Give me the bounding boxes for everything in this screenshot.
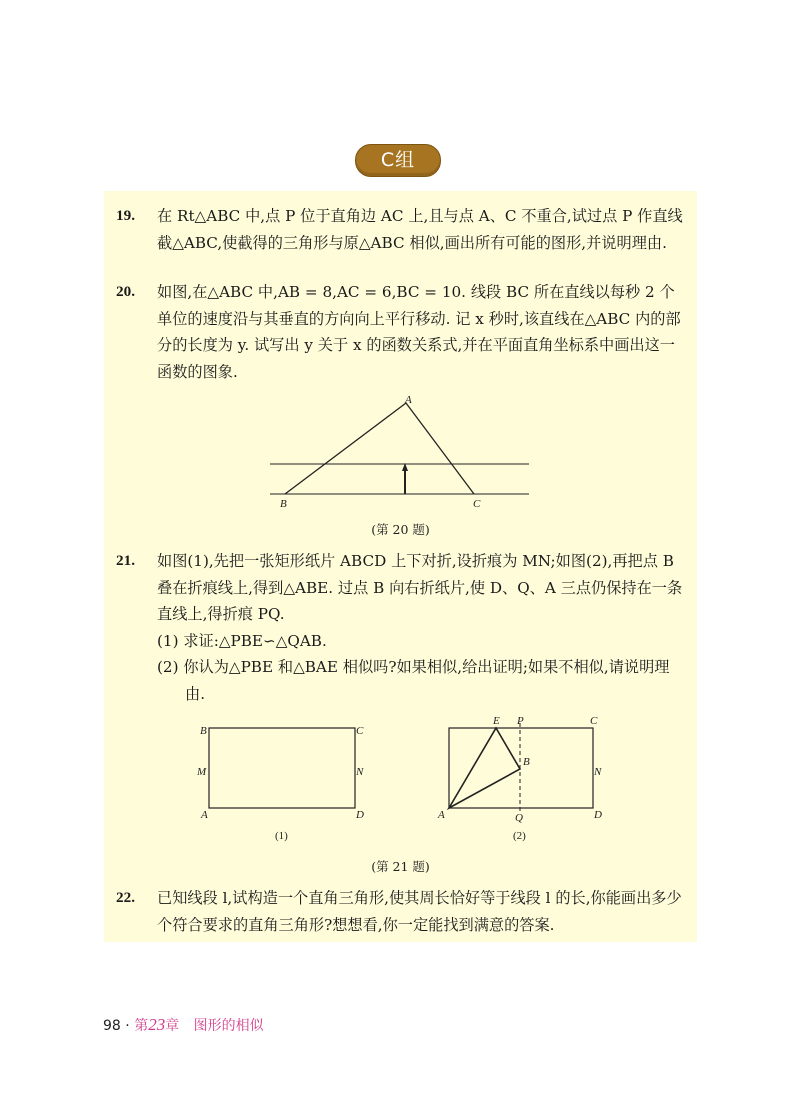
question-part-1: (1) 求证:△PBE∽△QAB. (157, 631, 327, 650)
question-22 (116, 885, 688, 938)
figure-label-1: (1) (275, 830, 288, 842)
label-a: A (201, 809, 208, 821)
label-m: M (197, 766, 207, 778)
footer-separator: · (125, 1018, 130, 1034)
figure-21-caption: (第 21 题) (371, 859, 430, 874)
chapter-number: 23 (148, 1015, 166, 1034)
vertex-label-c: C (473, 498, 481, 510)
question-part-2: (2) 你认为△PBE 和△BAE 相似吗?如果相似,给出证明;如果不相似,请说明理由. (157, 658, 670, 703)
page-number: 98 (103, 1018, 121, 1034)
label-d: D (356, 809, 364, 821)
question-number: 19. (116, 207, 135, 224)
label-n: N (356, 766, 364, 778)
rectangle-abcd (209, 728, 355, 808)
vertex-label-b: B (280, 498, 287, 510)
label-p: P (517, 715, 524, 727)
page-footer (103, 1015, 264, 1035)
chapter-suffix: 章 (165, 1018, 180, 1034)
chapter-prefix: 第 (134, 1018, 149, 1034)
label-c: C (356, 725, 364, 737)
question-text: 如图(1),先把一张矩形纸片 ABCD 上下对折,设折痕为 MN;如图(2),再把点 B 叠在折痕线上,得到△ABE. 过点 B 向右折纸片,使 D、Q、A 三点仍保持在一条直线上,得折痕 PQ. (157, 552, 683, 623)
question-text: 已知线段 l,试构造一个直角三角形,使其周长恰好等于线段 l 的长,你能画出多少个符合要求的直角三角形?想想看,你一定能找到满意的答案. (157, 889, 682, 934)
question-number: 20. (116, 283, 135, 300)
exercise-panel (104, 191, 697, 942)
question-number: 21. (116, 552, 135, 569)
group-badge: C组 (355, 144, 441, 177)
figure-20-caption: (第 20 题) (371, 522, 430, 537)
triangle-abe (449, 728, 520, 808)
label-e: E (493, 715, 500, 727)
vertex-label-a: A (405, 394, 412, 406)
label-n2: N (594, 766, 602, 778)
label-a2: A (438, 809, 445, 821)
label-b: B (200, 725, 207, 737)
figure-label-2: (2) (513, 830, 526, 842)
figure-21 (104, 191, 697, 942)
question-text: 如图,在△ABC 中,AB = 8,AC = 6,BC = 10. 线段 BC 所在直线以每秒 2 个单位的速度沿与其垂直的方向向上平行移动. 记 x 秒时,该直线在△ABC 内的部分的长度为 y. 试写出 y 关于 x 的函数关系式,并在平面直角坐标系中画出这一函数的图象. (157, 283, 681, 381)
chapter-title: 图形的相似 (193, 1018, 264, 1034)
label-c2: C (590, 715, 598, 727)
question-number: 22. (116, 889, 135, 906)
label-d2: D (594, 809, 602, 821)
label-q: Q (515, 812, 523, 824)
label-b2: B (523, 756, 530, 768)
question-text: 在 Rt△ABC 中,点 P 位于直角边 AC 上,且与点 A、C 不重合,试过点 P 作直线截△ABC,使截得的三角形与原△ABC 相似,画出所有可能的图形,并说明理由. (157, 207, 683, 252)
